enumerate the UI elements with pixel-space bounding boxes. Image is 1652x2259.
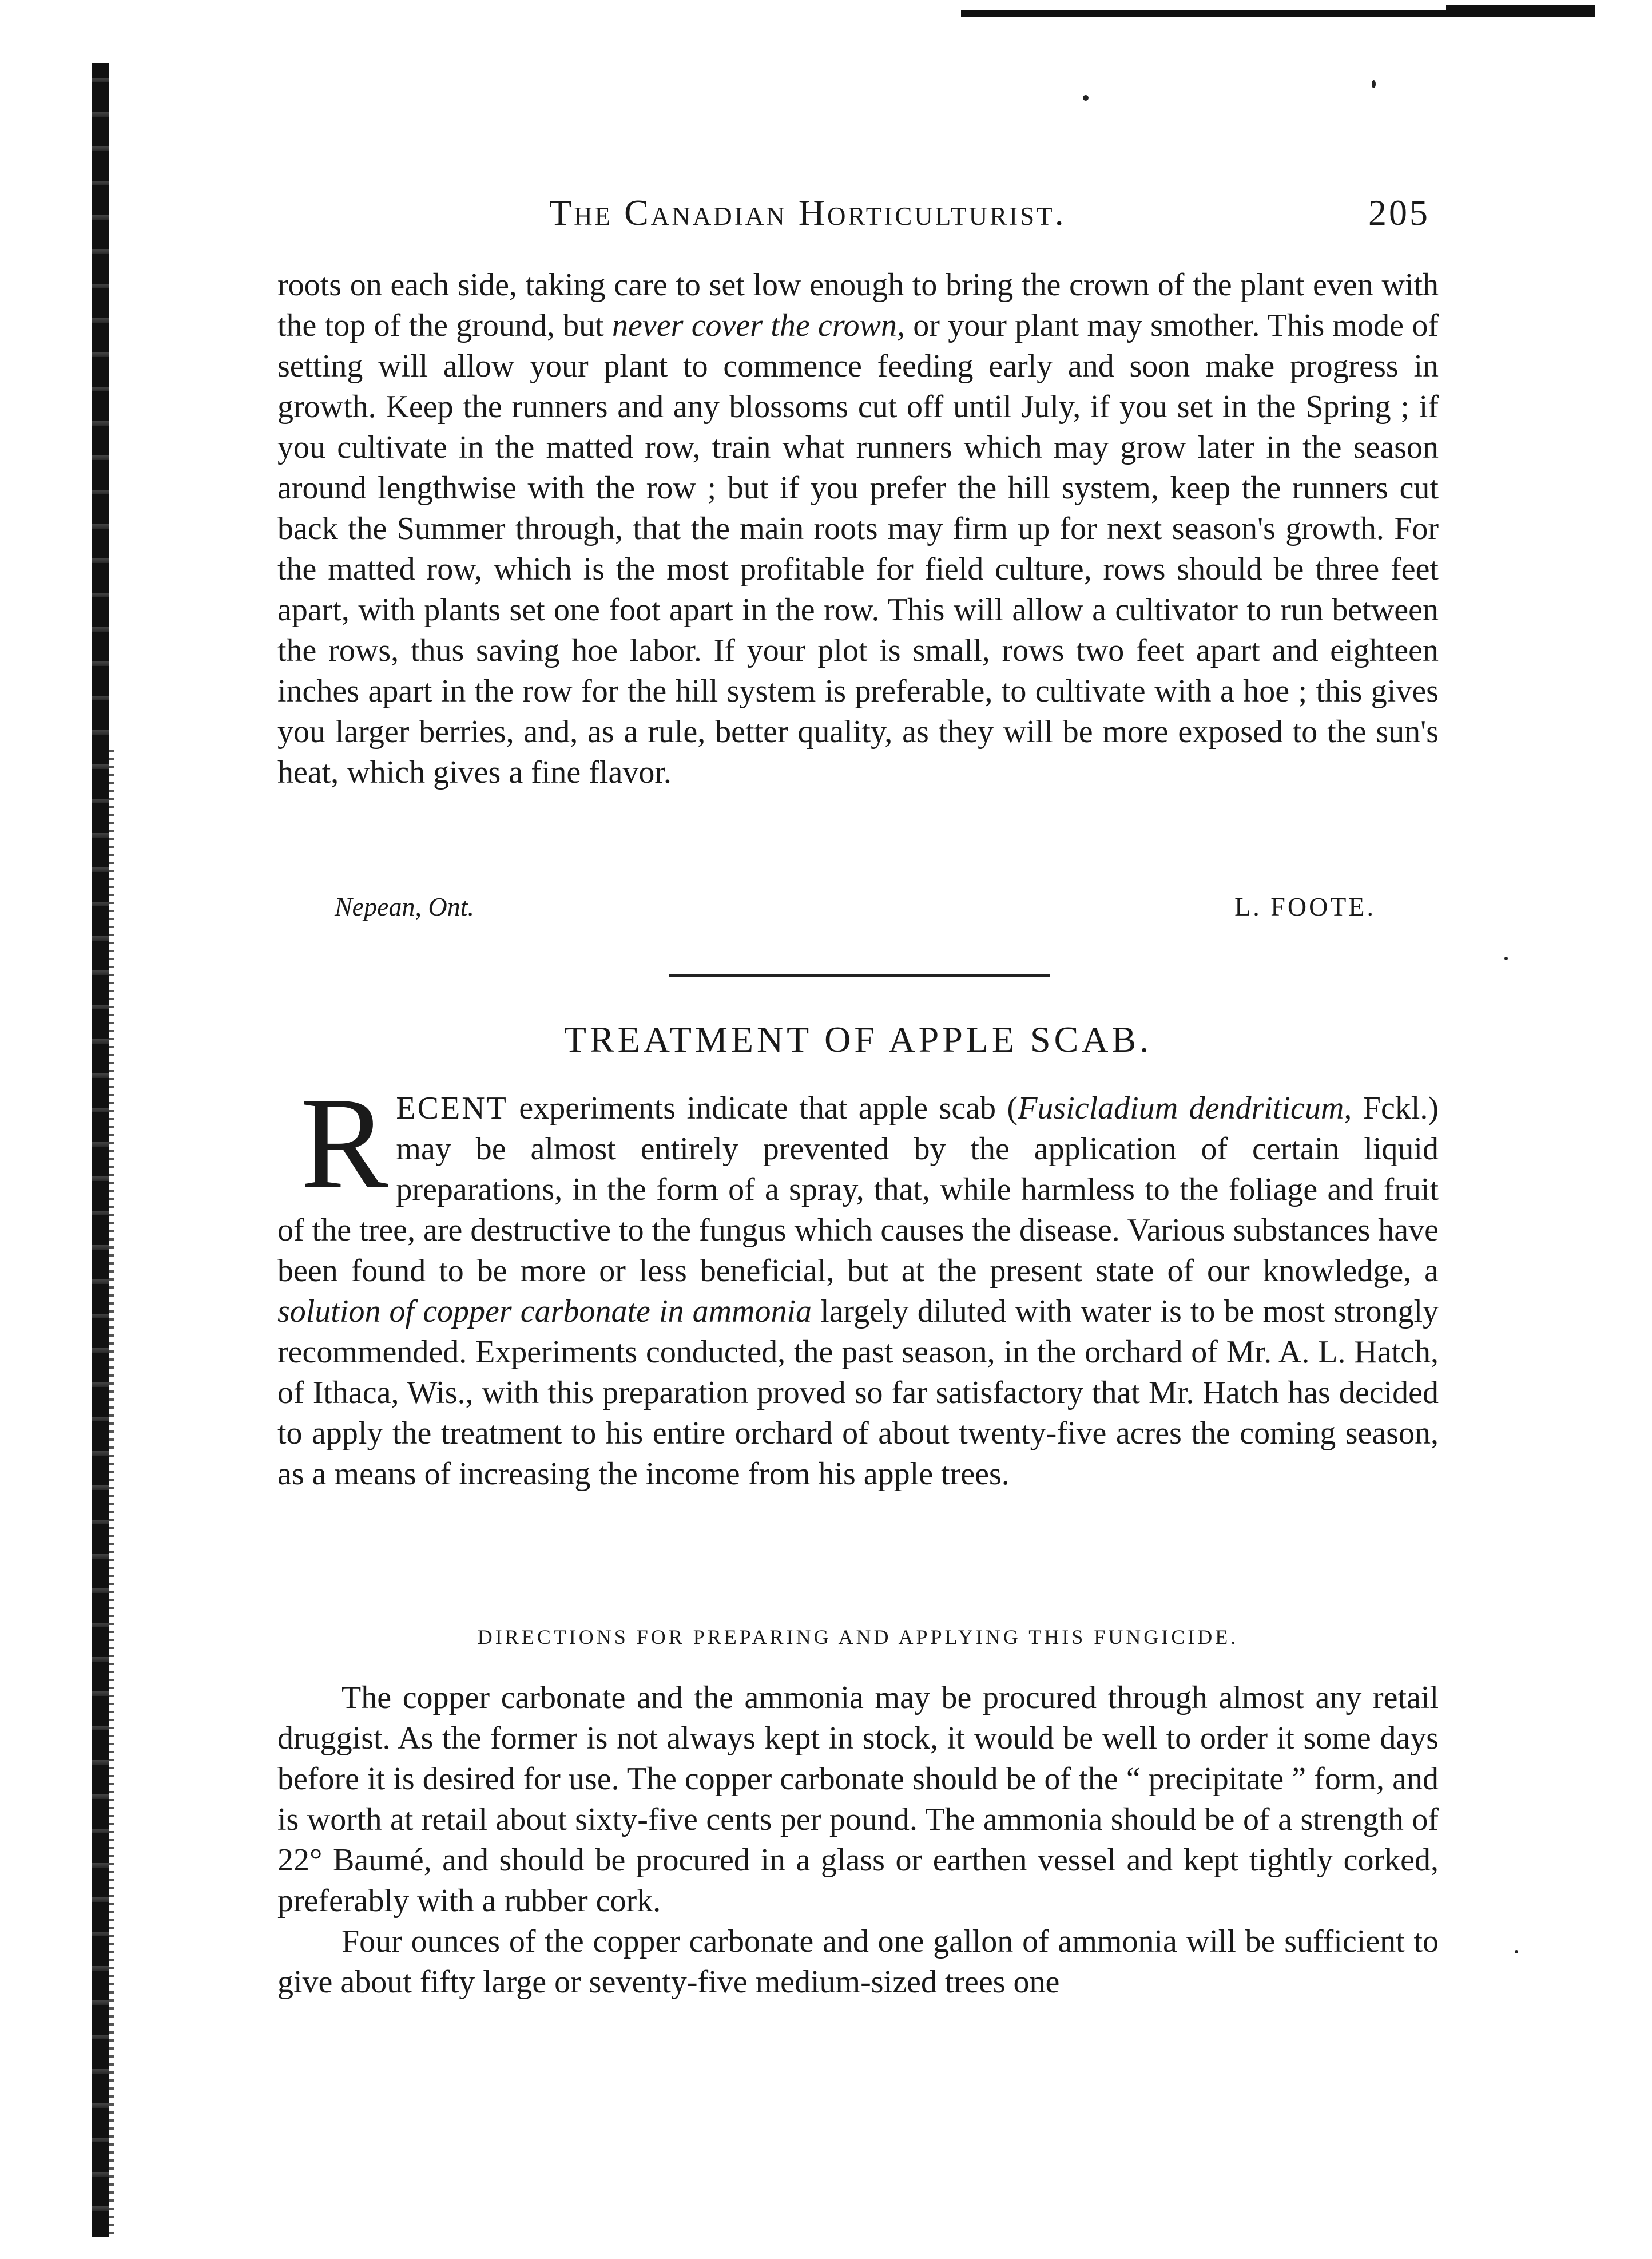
directions-paragraph: Four ounces of the copper carbonate and one gallon of ammonia will be sufficient to give about fifty large or seventy-five medium-sized trees one (277, 1924, 1439, 2000)
print-speck (1083, 95, 1089, 101)
section-subheading: DIRECTIONS FOR PREPARING AND APPLYING THIS FUNGICIDE. (477, 1626, 1239, 1648)
print-speck (1504, 957, 1508, 960)
article-intro: R ECENT experiments indicate that apple scab (Fusicladium dendriticum, Fckl.) may be almost entirely prevented by the application of certain liquid preparations, in the form of a spray, that, while harmless to the foliage and fruit of the tree, are destructive to the fungus which causes the disease. Various substances have been found to be more or less beneficial, but at the present state of our knowledge, a solution of copper carbonate in ammonia largely diluted with water is to be most strongly recommended. Experiments conducted, the past season, in the orchard of Mr. A. L. Hatch, of Ithaca, Wis., with this preparation proved so far satisfactory that Mr. Hatch has decided to apply the treatment to his entire orchard of about twenty-five acres the coming season, as a means of increasing the income from his apple trees. (277, 1070, 1439, 1492)
article-continuation (277, 265, 1439, 793)
opening-word: ECENT (396, 1091, 508, 1126)
author-place: Nepean, Ont. (335, 892, 475, 921)
page-binding-edge (92, 63, 109, 2237)
section-divider (669, 974, 1050, 977)
print-speck (1372, 80, 1376, 88)
emphasis-text: solution of copper carbonate in ammonia (277, 1294, 812, 1329)
directions-paragraph: The copper carbonate and the ammonia may be procured through almost any retail druggist. As the former is not always kept in stock, it would be well to order it some days before it is desired for use. The copper carbonate should be of the “ precipitate ” form, and is worth at retail about sixty-five cents per pound. The ammonia should be of a strength of 22° Baumé, and should be procured in a glass or earthen vessel and kept tightly corked, preferably with a rubber cork. (277, 1680, 1439, 1919)
article-signature (335, 891, 1376, 926)
drop-cap: R (300, 1070, 388, 1216)
scientific-name: Fusicladium dendriticum, (1018, 1091, 1352, 1126)
page-number: 205 (1368, 192, 1430, 233)
emphasis-text: never cover the crown, (612, 308, 905, 343)
running-head (549, 192, 1430, 237)
directions-text (277, 1678, 1439, 2003)
top-edge-rule (961, 5, 1595, 21)
journal-title: The Canadian Horticulturist. (549, 192, 1066, 233)
author-name: L. FOOTE. (1234, 892, 1376, 921)
continuation-paragraph: roots on each side, taking care to set low enough to bring the crown of the plant even with the top of the ground, but never cover the crown, or your plant may smother. This mode of setting will allow your plant to commence feeding early and soon make progress in growth. Keep the runners and any blossoms cut off until July, if you set in the Spring ; if you cultivate in the matted row, train what runners which may grow later in the season around lengthwise with the row ; but if you prefer the hill system, keep the runners cut back the Summer through, that the main roots may firm up for next season's growth. For the matted row, which is the most profitable for field culture, rows should be three feet apart, with plants set one foot apart in the row. This will allow a cultivator to run between the rows, thus saving hoe labor. If your plot is small, rows two feet apart and eighteen inches apart in the row for the hill system is preferable, to cultivate with a hoe ; this gives you larger berries, and, as a rule, better quality, as they will be more exposed to the sun's heat, which gives a fine flavor. (277, 267, 1439, 790)
article-title: TREATMENT OF APPLE SCAB. (563, 1019, 1153, 1060)
print-speck (1515, 1950, 1518, 1953)
